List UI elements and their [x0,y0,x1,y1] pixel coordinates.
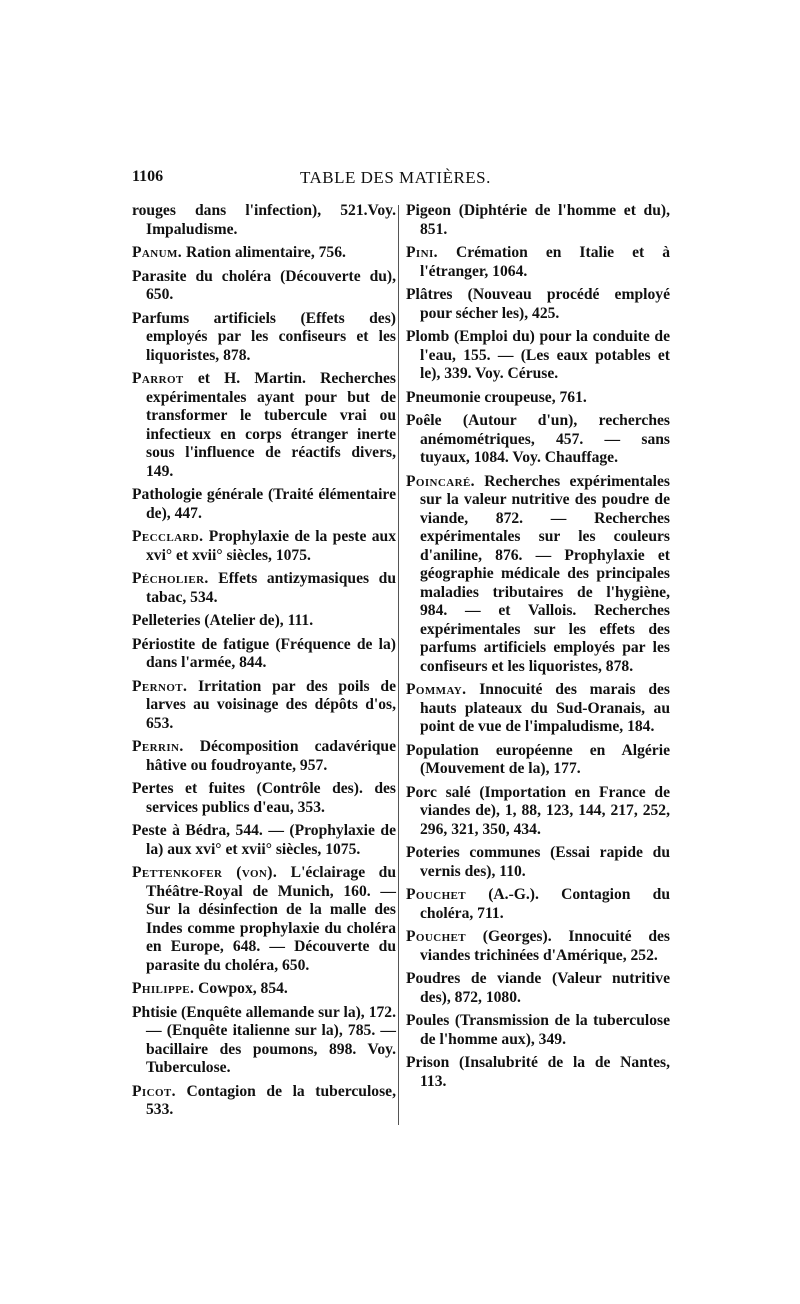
entry-text: Cowpox, 854. [194,980,288,997]
entry-text: Pathologie générale (Traité élémentaire de), 447. [132,486,396,522]
entry-author-name: Pouchet [406,928,466,945]
entry-text: Prophylaxie de la peste aux xvi° et xvii° siècles, 1075. [146,528,396,564]
entry-text: Poudres de viande (Valeur nutritive des), 872, 1080. [406,970,670,1006]
entry-author-name: Pettenkofer (von). [132,864,278,881]
index-entry [132,678,396,734]
entry-author-name: Pommay. [406,681,467,698]
entry-text: Ration alimentaire, 756. [182,244,346,261]
entry-text: Poteries communes (Essai rapide du vernis des), 110. [406,844,670,880]
entry-text: Phtisie (Enquête allemande sur la), 172. — (Enquête italienne sur la), 785. — bacillaire des poumons, 898. Voy. Tuberculose. [132,1003,396,1076]
entry-text: Effets antizymasiques du tabac, 534. [146,570,396,606]
entry-text: Peste à Bédra, 544. — (Prophylaxie de la) aux xvi° et xvii° siècles, 1075. [132,822,396,858]
index-entry [132,202,396,239]
index-entry [132,570,396,607]
index-entry [406,681,670,737]
index-entry [406,286,670,323]
entry-text: Porc salé (Importation en France de viandes de), 1, 88, 123, 144, 217, 252, 296, 321, 350, 434. [406,783,670,838]
index-entry [132,612,396,631]
index-entry [132,780,396,817]
entry-text: Pelleteries (Atelier de), 111. [132,612,314,629]
entry-text: Pertes et fuites (Contrôle des). des services publics d'eau, 353. [132,780,396,816]
index-entry [406,970,670,1007]
entry-text: (A.-G.). Contagion du choléra, 711. [420,886,670,922]
index-entry [132,1083,396,1120]
index-entry [132,244,396,263]
index-entry [406,412,670,468]
index-entry [406,202,670,239]
entry-author-name: Parrot [132,370,184,387]
entry-text: Poêle (Autour d'un), recherches anémométriques, 457. — sans tuyaux, 1084. Voy. Chauffage. [406,412,670,466]
entry-text: Parfums artificiels (Effets des) employés par les confiseurs et les liquoristes, 878. [132,309,396,364]
entry-text: Pigeon (Diphtérie de l'homme et du), 851. [406,202,670,238]
index-entry [406,742,670,779]
index-entry [132,822,396,859]
index-entry [132,268,396,305]
index-entry [406,1054,670,1091]
entry-author-name: Philippe. [132,980,195,997]
entry-author-name: Perrin. [132,738,184,755]
index-entry [406,1012,670,1049]
entry-author-name: Pecclard. [132,528,204,545]
entry-author-name: Pini. [406,244,438,261]
index-column-left [132,202,396,1125]
index-entry [132,864,396,975]
entry-text: Plâtres (Nouveau procédé employé pour sécher les), 425. [406,286,670,322]
entry-text: L'éclairage du Théâtre-Royal de Munich, 160. — Sur la désinfection de la malle des Indes comme prophylaxie du choléra en Europe, 648. — Découverte du parasite du choléra, 650. [146,864,396,974]
entry-text: Contagion de la tuberculose, 533. [146,1082,396,1118]
index-entry [406,473,670,677]
running-title: TABLE DES MATIÈRES. [300,168,491,187]
index-entry [132,528,396,565]
entry-author-name: Poincaré. [406,472,475,490]
entry-text: Décomposition cadavérique hâtive ou foudroyante, 957. [146,738,396,774]
entry-text: Crémation en Italie et à l'étranger, 1064. [420,244,670,280]
entry-author-name: Picot. [132,1082,176,1100]
entry-text: rouges dans l'infection), 521.Voy. Impaludisme. [132,202,396,238]
index-column-right [406,202,670,1096]
index-entry [132,486,396,523]
index-entry [406,784,670,840]
index-entry [132,310,396,366]
index-entry [406,244,670,281]
entry-author-name: Pécholier. [132,570,209,587]
entry-text: Poules (Transmission de la tuberculose de l'homme aux), 349. [406,1012,670,1048]
entry-text: Population européenne en Algérie (Mouvement de la), 177. [406,741,670,777]
entry-author-name: Pernot. [132,677,188,695]
entry-text: Innocuité des marais des hauts plateaux du Sud-Oranais, au point de vue de l'impaludisme, 184. [420,681,670,735]
index-entry [406,328,670,384]
entry-author-name: Panum. [132,244,183,261]
entry-text: Périostite de fatigue (Fréquence de la) dans l'armée, 844. [132,635,396,671]
page-header [132,168,668,194]
entry-text: Recherches expérimentales sur la valeur nutritive des poudre de viande, 872. — Recherches expérimentales sur les couleurs d'aniline, 876. — Prophylaxie et géographie médicale des principales maladies tributaires de l'hygiène, 984. — et Vallois. Recherches expérimentales sur les effets des parfums artificiels employés par les confiseurs et les liquoristes, 878. [420,472,670,675]
index-entry [132,636,396,673]
index-entry [132,370,396,481]
index-entry [406,844,670,881]
entry-text: Pneumonie croupeuse, 761. [406,388,587,406]
index-entry [406,928,670,965]
index-entry [132,738,396,775]
index-entry [132,980,396,999]
entry-author-name: Pouchet [406,886,466,903]
column-divider [398,205,399,1125]
entry-text: et H. Martin. Recherches expérimentales ayant pour but de transformer le tubercule vrai ou infectieux en corps étranger inerte sous l'influence de réactifs divers, 149. [146,370,396,480]
index-entry [406,389,670,408]
entry-text: Parasite du choléra (Découverte du), 650. [132,267,396,303]
entry-text: Plomb (Emploi du) pour la conduite de l'eau, 155. — (Les eaux potables et le), 339. Voy. Céruse. [406,328,670,382]
index-entry [132,1004,396,1078]
entry-text: (Georges). Innocuité des viandes trichinées d'Amérique, 252. [420,928,670,964]
entry-text: Prison (Insalubrité de la de Nantes, 113. [406,1054,670,1090]
entry-text: Irritation par des poils de larves au voisinage des dépôts d'os, 653. [146,677,396,732]
page-number: 1106 [132,168,164,185]
index-entry [406,886,670,923]
